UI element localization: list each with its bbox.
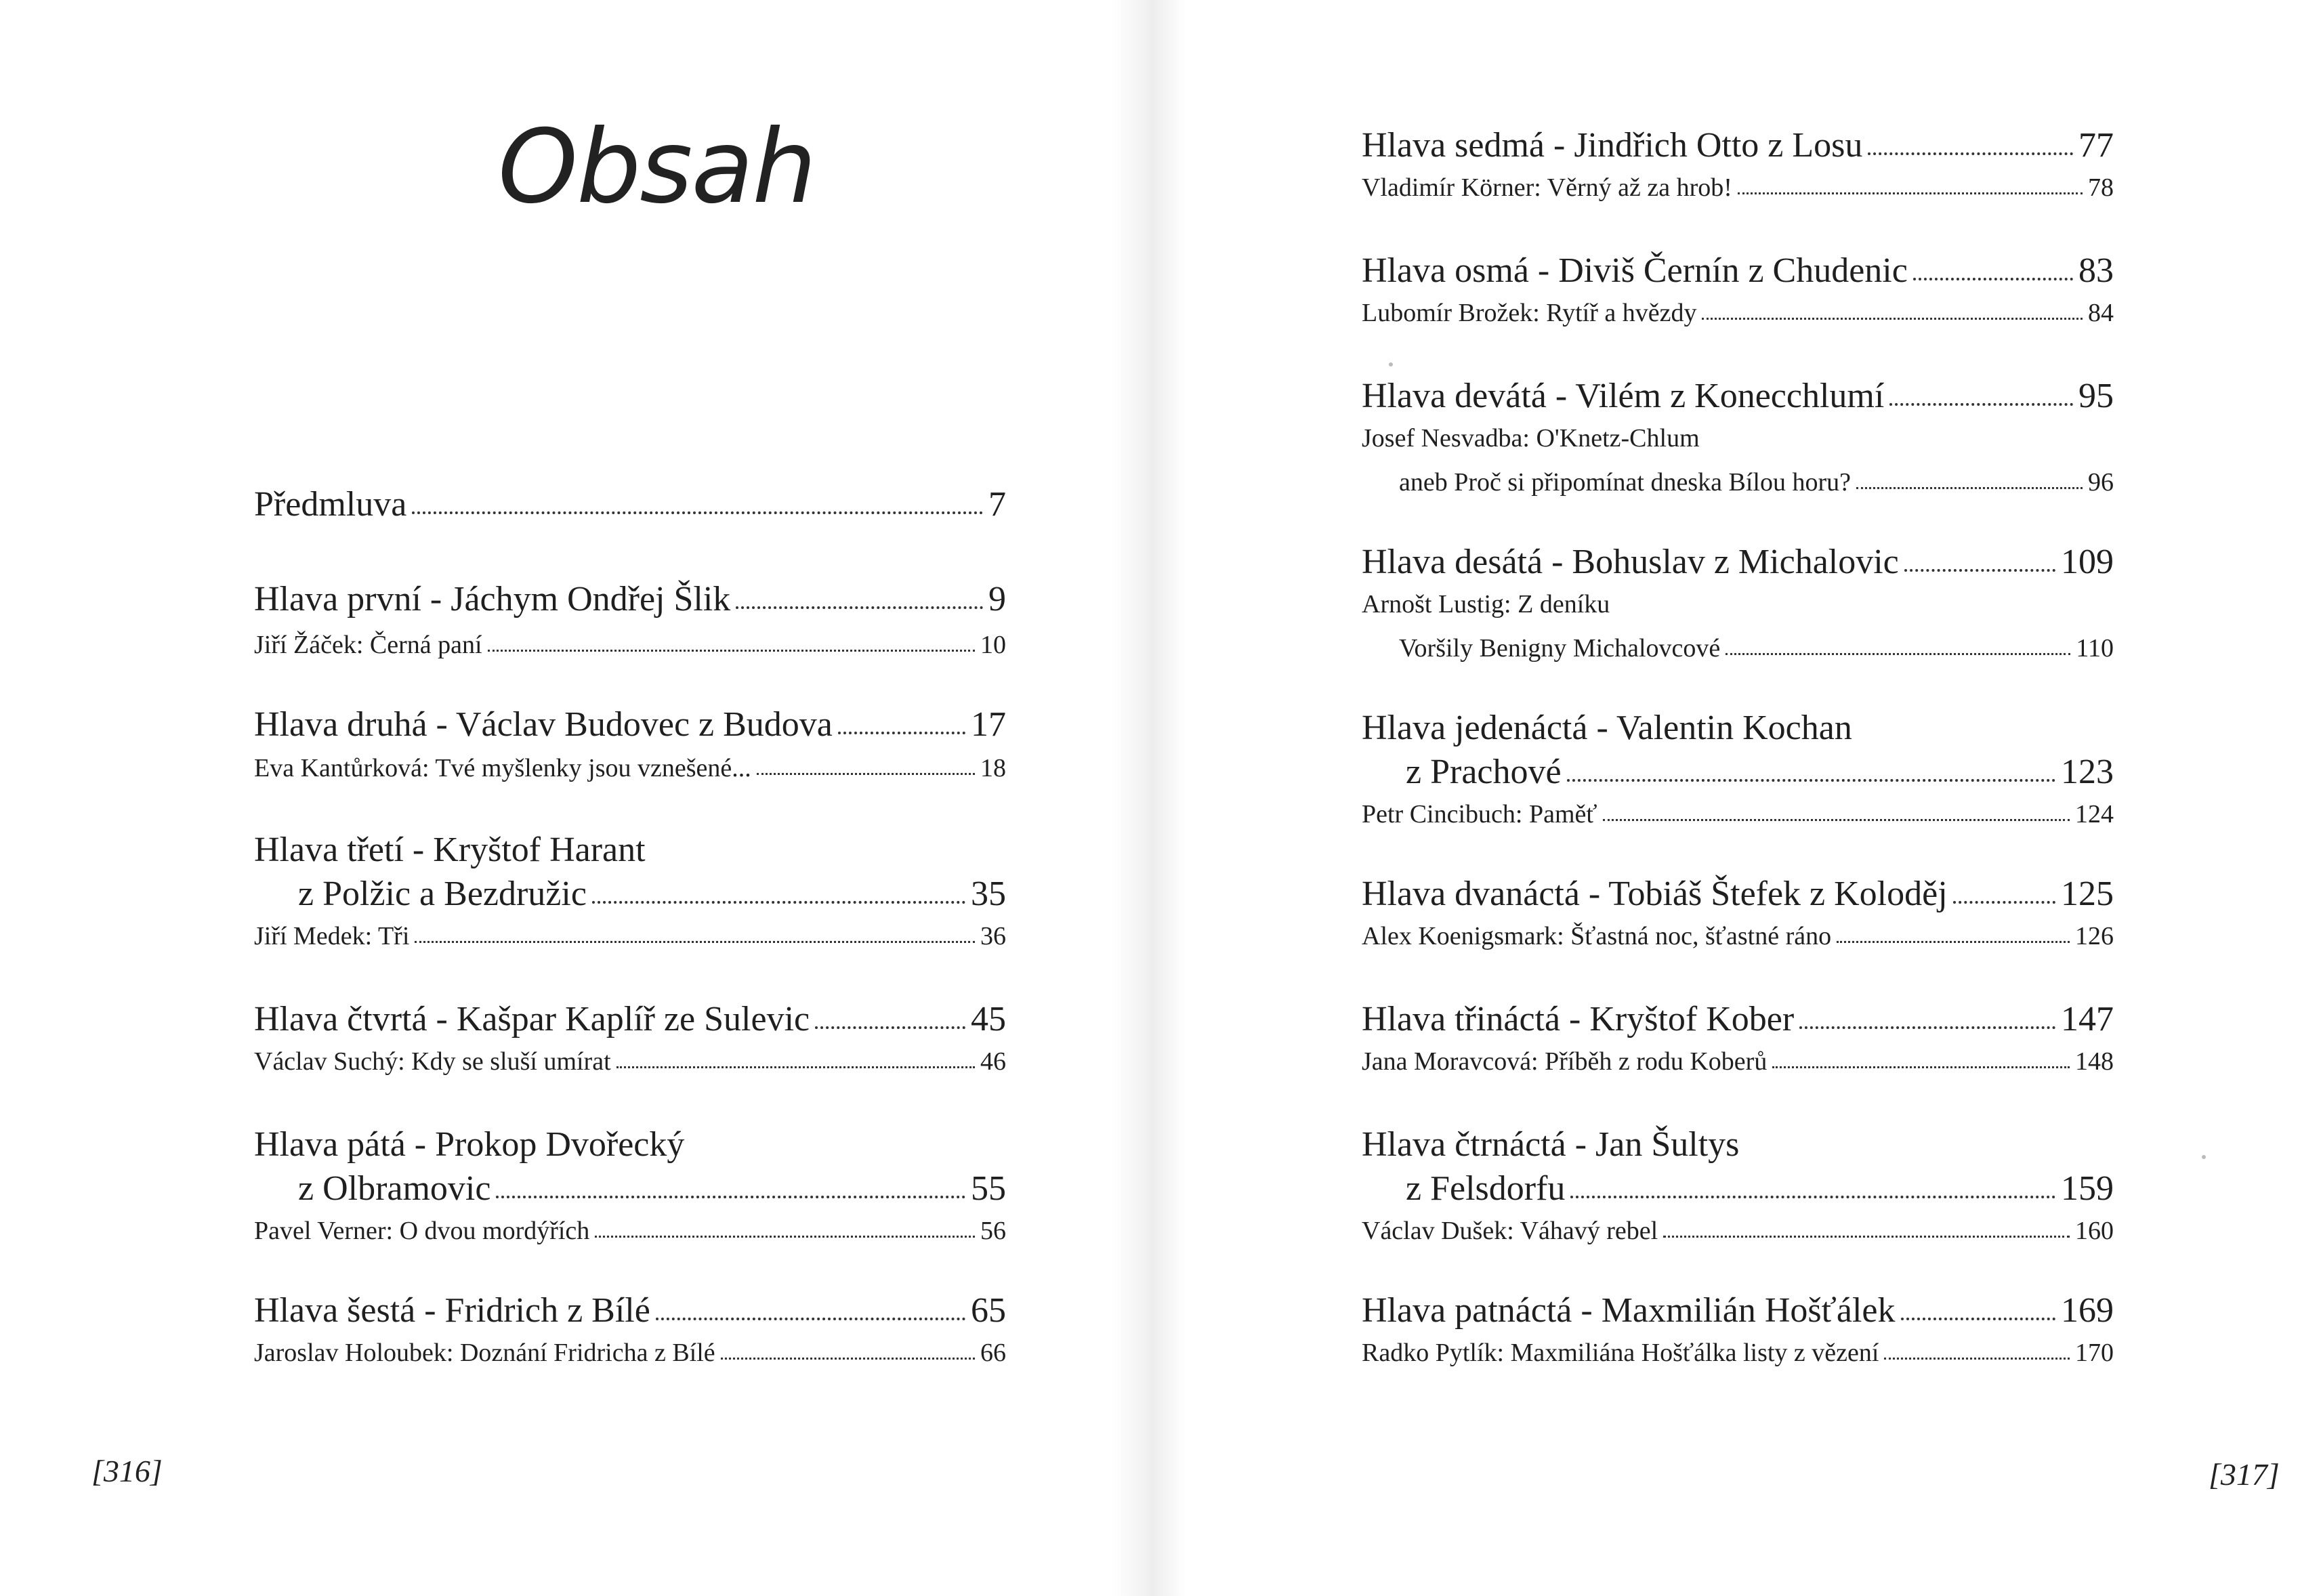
leader-dots <box>736 606 983 609</box>
toc-subentry-chapter-4 <box>254 1047 1006 1076</box>
toc-subentry-title: Voršily Benigny Michalovcové <box>1399 634 1721 663</box>
toc-subentry-chapter-10 <box>1399 633 2114 663</box>
ink-speck <box>2202 1155 2206 1159</box>
toc-page-number: 55 <box>971 1169 1006 1208</box>
toc-entry-title: Hlava třináctá - Kryštof Kober <box>1362 1000 1795 1038</box>
toc-subentry-title: Vladimír Körner: Věrný až za hrob! <box>1362 173 1732 202</box>
toc-entry-chapter-9 <box>1362 376 2114 416</box>
toc-subentry-title: Eva Kantůrková: Tvé myšlenky jsou vznešené... <box>254 754 751 782</box>
leader-dots <box>496 1196 965 1198</box>
leader-dots <box>1603 819 2070 821</box>
toc-page-number: 7 <box>988 485 1006 524</box>
toc-subentry-chapter-15 <box>1362 1338 2114 1368</box>
toc-page-number: 126 <box>2075 922 2114 950</box>
toc-page-number: 17 <box>971 705 1006 744</box>
toc-subentry-chapter-1 <box>254 630 1006 660</box>
toc-entry-title: Hlava sedmá - Jindřich Otto z Losu <box>1362 126 1863 165</box>
leader-dots <box>1726 653 2070 655</box>
leader-dots <box>488 650 975 652</box>
toc-page-number: 66 <box>980 1339 1006 1367</box>
toc-entry-title: Hlava patnáctá - Maxmilián Hošťálek <box>1362 1291 1896 1330</box>
right-page <box>1145 0 2321 1596</box>
toc-page-number: 84 <box>2088 299 2114 327</box>
toc-subentry-chapter-14 <box>1362 1216 2114 1246</box>
toc-entry-chapter-12 <box>1362 874 2114 914</box>
toc-subentry-chapter-11 <box>1362 799 2114 829</box>
toc-entry-chapter-14 <box>1406 1169 2114 1209</box>
toc-entry-title: Hlava desátá - Bohuslav z Michalovic <box>1362 543 1899 581</box>
leader-dots <box>1889 403 2073 406</box>
leader-dots <box>1884 1358 2070 1360</box>
toc-subentry-title: aneb Proč si připomínat dneska Bílou horu? <box>1399 468 1851 497</box>
toc-page-number: 95 <box>2078 377 2114 415</box>
toc-subentry-title: Jana Moravcová: Příběh z rodu Koberů <box>1362 1047 1768 1076</box>
toc-subentry-chapter-3 <box>254 921 1006 951</box>
toc-entry-preface <box>254 484 1006 524</box>
toc-subentry-chapter-12 <box>1362 921 2114 951</box>
toc-entry-chapter-11-line-1: Hlava jedenáctá - Valentin Kochan <box>1362 709 1852 747</box>
toc-entry-title: z Polžic a Bezdružic <box>298 875 587 913</box>
toc-page-number: 147 <box>2061 1000 2114 1038</box>
toc-entry-chapter-11 <box>1406 752 2114 792</box>
toc-page-number: 46 <box>980 1047 1006 1076</box>
toc-page-number: 123 <box>2061 753 2114 791</box>
toc-subentry-chapter-7 <box>1362 173 2114 203</box>
toc-subentry-title: Lubomír Brožek: Rytíř a hvězdy <box>1362 299 1697 327</box>
toc-subentry-title: Jiří Medek: Tři <box>254 922 410 950</box>
toc-subentry-chapter-9-line-1: Josef Nesvadba: O'Knetz-Chlum <box>1362 424 1700 453</box>
leader-dots <box>1663 1236 2070 1238</box>
toc-page-number: 110 <box>2076 634 2114 663</box>
leader-dots <box>595 1236 975 1238</box>
toc-page-number: 160 <box>2075 1217 2114 1245</box>
toc-subentry-title: Pavel Verner: O dvou mordýřích <box>254 1217 590 1245</box>
toc-entry-title: Předmluva <box>254 485 407 524</box>
toc-page-number: 109 <box>2061 543 2114 581</box>
toc-subentry-title: Jaroslav Holoubek: Doznání Fridricha z Bílé <box>254 1339 715 1367</box>
toc-page-number: 148 <box>2075 1047 2114 1076</box>
toc-entry-chapter-1 <box>254 579 1006 619</box>
toc-page-number: 10 <box>980 631 1006 659</box>
toc-subentry-title: Jiří Žáček: Černá paní <box>254 631 482 659</box>
leader-dots <box>1904 569 2055 572</box>
toc-page-number: 78 <box>2088 173 2114 202</box>
toc-subentry-chapter-5 <box>254 1216 1006 1246</box>
leader-dots <box>1913 278 2073 280</box>
leader-dots <box>757 773 975 775</box>
toc-entry-chapter-15 <box>1362 1290 2114 1330</box>
toc-page-number: 77 <box>2078 126 2114 165</box>
toc-entry-chapter-14-line-1: Hlava čtrnáctá - Jan Šultys <box>1362 1125 1740 1164</box>
page-title: Obsah <box>498 108 816 226</box>
toc-page-number: 9 <box>988 580 1006 618</box>
toc-subentry-chapter-9 <box>1399 467 2114 497</box>
leader-dots <box>1702 318 2083 320</box>
toc-subentry-chapter-10-line-1: Arnošt Lustig: Z deníku <box>1362 590 1610 618</box>
toc-page-number: 96 <box>2088 468 2114 497</box>
toc-entry-title: z Felsdorfu <box>1406 1169 1566 1208</box>
toc-entry-title: Hlava první - Jáchym Ondřej Šlik <box>254 580 731 618</box>
toc-subentry-chapter-8 <box>1362 298 2114 328</box>
toc-entry-title: Hlava šestá - Fridrich z Bílé <box>254 1291 650 1330</box>
toc-subentry-chapter-6 <box>254 1338 1006 1368</box>
toc-subentry-chapter-13 <box>1362 1047 2114 1076</box>
leader-dots <box>1868 152 2073 155</box>
toc-entry-chapter-6 <box>254 1290 1006 1330</box>
leader-dots <box>1567 779 2055 782</box>
toc-entry-title: Hlava osmá - Diviš Černín z Chudenic <box>1362 251 1908 290</box>
toc-entry-title: Hlava dvanáctá - Tobiáš Štefek z Koloděj <box>1362 875 1948 913</box>
toc-page-number: 170 <box>2075 1339 2114 1367</box>
toc-entry-title: Hlava čtvrtá - Kašpar Kaplíř ze Sulevic <box>254 1000 810 1038</box>
toc-entry-chapter-5-line-1: Hlava pátá - Prokop Dvořecký <box>254 1125 685 1164</box>
toc-page-number: 45 <box>971 1000 1006 1038</box>
leader-dots <box>1856 487 2083 489</box>
leader-dots <box>592 901 965 904</box>
leader-dots <box>412 511 983 514</box>
toc-page-number: 159 <box>2061 1169 2114 1208</box>
leader-dots <box>1901 1318 2056 1320</box>
toc-subentry-title: Václav Dušek: Váhavý rebel <box>1362 1217 1658 1245</box>
left-page <box>0 0 1145 1596</box>
leader-dots <box>1953 901 2055 904</box>
toc-page-number: 36 <box>980 922 1006 950</box>
leader-dots <box>1799 1026 2055 1029</box>
toc-entry-title: z Olbramovic <box>298 1169 491 1208</box>
toc-page-number: 18 <box>980 754 1006 782</box>
leader-dots <box>815 1026 965 1029</box>
toc-subentry-title: Petr Cincibuch: Paměť <box>1362 800 1597 828</box>
leader-dots <box>1570 1196 2055 1198</box>
page-number-right: [317] <box>2209 1457 2280 1492</box>
toc-subentry-title: Radko Pytlík: Maxmiliána Hošťálka listy z vězení <box>1362 1339 1879 1367</box>
page-number-left: [316] <box>91 1454 163 1488</box>
toc-page-number: 83 <box>2078 251 2114 290</box>
toc-page-number: 35 <box>971 875 1006 913</box>
toc-entry-chapter-3 <box>298 874 1006 914</box>
toc-entry-chapter-4 <box>254 999 1006 1039</box>
leader-dots <box>616 1066 975 1068</box>
toc-subentry-chapter-2 <box>254 753 1006 783</box>
leader-dots <box>415 941 975 943</box>
toc-page-number: 125 <box>2061 875 2114 913</box>
leader-dots <box>1738 192 2083 194</box>
toc-entry-chapter-7 <box>1362 125 2114 165</box>
toc-entry-chapter-2 <box>254 705 1006 744</box>
leader-dots <box>1837 941 2070 943</box>
toc-entry-chapter-5 <box>298 1169 1006 1209</box>
toc-entry-chapter-8 <box>1362 251 2114 291</box>
leader-dots <box>656 1318 965 1320</box>
toc-entry-title: Hlava druhá - Václav Budovec z Budova <box>254 705 833 744</box>
toc-subentry-title: Václav Suchý: Kdy se sluší umírat <box>254 1047 611 1076</box>
toc-entry-chapter-10 <box>1362 542 2114 582</box>
toc-entry-title: Hlava devátá - Vilém z Konecchlumí <box>1362 377 1885 415</box>
ink-speck <box>1389 362 1393 366</box>
toc-entry-chapter-13 <box>1362 999 2114 1039</box>
leader-dots <box>838 732 965 734</box>
toc-page-number: 169 <box>2061 1291 2114 1330</box>
toc-subentry-title: Alex Koenigsmark: Šťastná noc, šťastné ráno <box>1362 922 1832 950</box>
toc-page-number: 124 <box>2075 800 2114 828</box>
leader-dots <box>721 1358 975 1360</box>
toc-entry-title: z Prachové <box>1406 753 1562 791</box>
toc-entry-chapter-3-line-1: Hlava třetí - Kryštof Harant <box>254 831 646 869</box>
toc-page-number: 65 <box>971 1291 1006 1330</box>
toc-page-number: 56 <box>980 1217 1006 1245</box>
leader-dots <box>1772 1066 2070 1068</box>
